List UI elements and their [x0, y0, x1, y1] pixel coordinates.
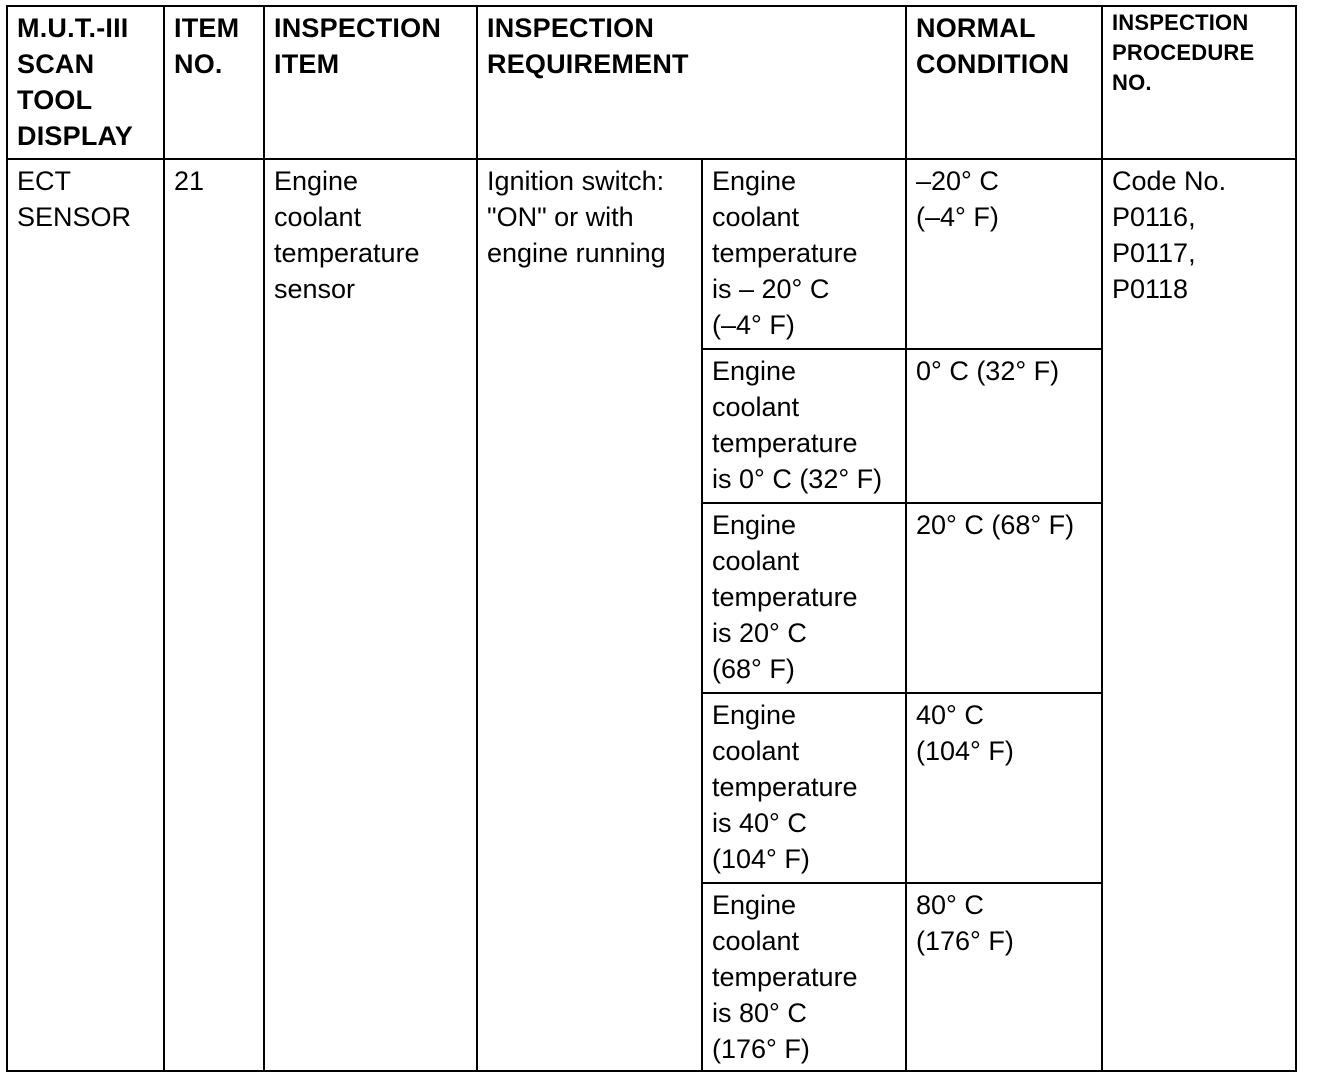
cell-inspection-item: Engine coolant temperature sensor: [264, 159, 477, 1071]
cell-normal-condition: 80° C (176° F): [906, 883, 1102, 1071]
table-row: [7, 159, 1296, 349]
header-scan-tool-display: M.U.T.-III SCAN TOOL DISPLAY: [7, 6, 164, 159]
cell-requirement-condition: Engine coolant temperature is 40° C (104° F): [702, 693, 906, 883]
cell-normal-condition: 0° C (32° F): [906, 349, 1102, 503]
cell-procedure-no: Code No. P0116, P0117, P0118: [1102, 159, 1296, 1071]
header-row: [7, 6, 1296, 159]
inspection-table: [6, 5, 1297, 1072]
cell-normal-condition: –20° C (–4° F): [906, 159, 1102, 349]
header-procedure-no: INSPECTION PROCEDURE NO.: [1102, 6, 1296, 159]
cell-requirement-condition: Engine coolant temperature is 0° C (32° F): [702, 349, 906, 503]
cell-requirement-general: Ignition switch: "ON" or with engine running: [477, 159, 702, 1071]
cell-requirement-condition: Engine coolant temperature is 20° C (68° F): [702, 503, 906, 693]
cell-requirement-condition: Engine coolant temperature is 80° C (176° F): [702, 883, 906, 1071]
header-inspection-requirement: INSPECTION REQUIREMENT: [477, 6, 906, 159]
cell-normal-condition: 40° C (104° F): [906, 693, 1102, 883]
header-inspection-item: INSPECTION ITEM: [264, 6, 477, 159]
cell-normal-condition: 20° C (68° F): [906, 503, 1102, 693]
cell-item-no: 21: [164, 159, 264, 1071]
cell-requirement-condition: Engine coolant temperature is – 20° C (–4° F): [702, 159, 906, 349]
cell-scan-tool-display: ECT SENSOR: [7, 159, 164, 1071]
header-item-no: ITEM NO.: [164, 6, 264, 159]
header-normal-condition: NORMAL CONDITION: [906, 6, 1102, 159]
